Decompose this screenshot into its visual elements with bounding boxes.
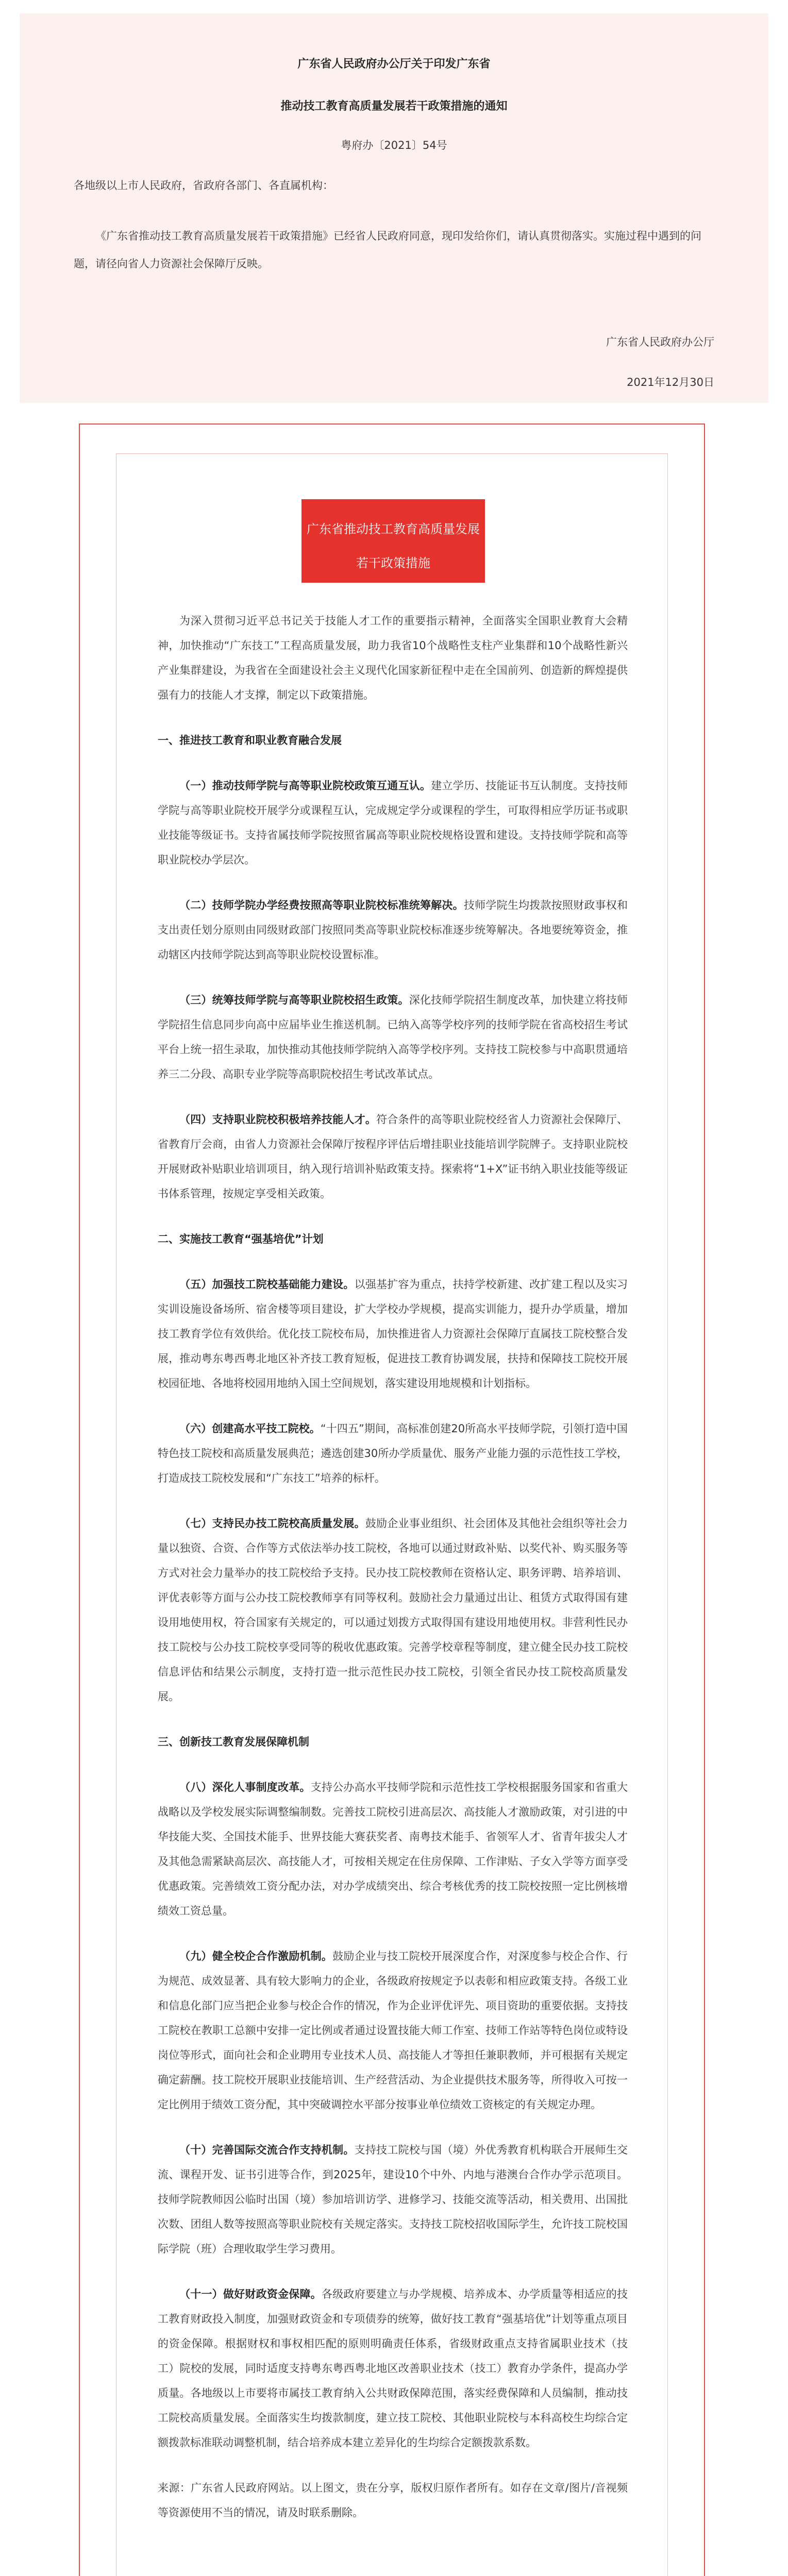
measure-item xyxy=(158,1272,628,1396)
measure-lead: （三）统筹技师学院与高等职业院校招生政策。 xyxy=(179,994,409,1006)
measures-title-line2: 若干政策措施 xyxy=(356,556,430,570)
notice-date: 2021年12月30日 xyxy=(627,376,714,388)
measure-item xyxy=(158,1416,628,1490)
notice-title-line2: 推动技工教育高质量发展若干政策措施的通知 xyxy=(280,100,508,113)
measure-lead: （十）完善国际交流合作支持机制。 xyxy=(179,2144,355,2156)
measure-text: 鼓励企业与技工院校开展深度合作，对深度参与校企合作、行为规范、成效显著、具有较大影响力的企业，各级政府按规定予以表彰和相应政策支持。各级工业和信息化部门应当把企业参与校企合作的情况，作为企业评优评先、项目资助的重要依据。支持技工院校在教职工总额中安排一定比例或者通过设置技能大师工作室、技师工作站等特色岗位或特设岗位等形式，面向社会和企业聘用专业技术人员、高技能人才等担任兼职教师，并可根据有关规定确定薪酬。技工院校开展职业技能培训、生产经营活动、为企业提供技术服务等，所得收入可按一定比例用于绩效工资分配，其中突破调控水平部分按事业单位绩效工资核定的有关规定办理。 xyxy=(158,1950,628,2111)
measure-lead: （八）深化人事制度改革。 xyxy=(179,1781,311,1793)
measure-text: 技师学院生均拨款按照财政事权和支出责任划分原则由同级财政部门按照同类高等职业院校标准逐步统筹解决。各地要统筹资金，推动辖区内技师学院达到高等职业院校设置标准。 xyxy=(158,899,628,961)
measure-lead: （一）推动技师学院与高等职业院校政策互通互认。 xyxy=(179,779,431,792)
measure-lead: （九）健全校企合作激励机制。 xyxy=(179,1950,333,1962)
section-heading: 三、创新技工教育发展保障机制 xyxy=(158,1736,309,1748)
notice-title-line1: 广东省人民政府办公厅关于印发广东省 xyxy=(297,58,491,71)
measure-text: 鼓励企业事业组织、社会团体及其他社会组织等社会力量以独资、合资、合作等方式依法举办技工院校，各地可以通过财政补贴、以奖代补、购买服务等方式对社会力量举办的技工院校给予支持。民办技工院校教师在资格认定、职务评聘、培养培训、评优表彰等方面与公办技工院校教师享有同等权利。鼓励社会力量通过出让、租赁方式取得国有建设用地使用权，符合国家有关规定的，可以通过划拨方式取得国有建设用地使用权。非营利性民办技工院校与公办技工院校享受同等的税收优惠政策。完善学校章程等制度，建立健全民办技工院校信息评估和结果公示制度，支持打造一批示范性民办技工院校，引领全省民办技工院校高质量发展。 xyxy=(158,1517,628,1703)
measures-frame xyxy=(79,423,705,2576)
notice-addressee: 各地级以上市人民政府，省政府各部门、各直属机构： xyxy=(74,179,333,192)
measure-item xyxy=(158,988,628,1087)
notice-body: 《广东省推动技工教育高质量发展若干政策措施》已经省人民政府同意，现印发给你们，请认真贯彻落实。实施过程中遇到的问题，请径向省人力资源社会保障厅反映。 xyxy=(74,230,701,270)
source-note: 来源：广东省人民政府网站。以上图文，贵在分享，版权归原作者所有。如存在文章/图片/音视频等资源使用不当的情况，请及时联系删除。 xyxy=(158,2482,628,2519)
measure-text: “十四五”期间，高标准创建20所高水平技师学院，引领打造中国特色技工院校和高质量发展典范；遴选创建30所办学质量优、服务产业能力强的示范性技工学校，打造成技工院校发展和“广东技工”培养的标杆。 xyxy=(158,1422,628,1484)
measure-item xyxy=(158,2138,628,2261)
measures-title-line1: 广东省推动技工教育高质量发展 xyxy=(307,522,480,536)
measure-lead: （十一）做好财政资金保障。 xyxy=(179,2288,322,2300)
measure-item xyxy=(158,2282,628,2455)
measures-inner-frame xyxy=(116,453,668,2576)
notice-issuer: 广东省人民政府办公厅 xyxy=(606,336,714,348)
measure-item xyxy=(158,1107,628,1206)
measure-item xyxy=(158,1944,628,2117)
measure-lead: （五）加强技工院校基础能力建设。 xyxy=(179,1278,355,1291)
intro-paragraph: 为深入贯彻习近平总书记关于技能人才工作的重要指示精神，全面落实全国职业教育大会精神，加快推动“广东技工”工程高质量发展，助力我省10个战略性支柱产业集群和10个战略性新兴产业集群建设，为我省在全面建设社会主义现代化国家新征程中走在全国前列、创造新的辉煌提供强有力的技能人才支撑，制定以下政策措施。 xyxy=(158,615,628,701)
measure-item xyxy=(158,1775,628,1923)
measure-lead: （四）支持职业院校积极培养技能人才。 xyxy=(179,1113,377,1126)
section-heading: 一、推进技工教育和职业教育融合发展 xyxy=(158,734,342,747)
notice-doc-number: 粤府办〔2021〕54号 xyxy=(341,139,447,151)
measure-item xyxy=(158,773,628,872)
section-heading: 二、实施技工教育“强基培优”计划 xyxy=(158,1233,324,1245)
measures-content xyxy=(158,608,628,2546)
measure-text: 支持技工院校与国（境）外优秀教育机构联合开展师生交流、课程开发、证书引进等合作，到2025年，建设10个中外、内地与港澳台合作办学示范项目。技师学院教师因公临时出国（境）参加培训访学、进修学习、技能交流等活动，相关费用、出国批次数、团组人数等按照高等职业院校有关规定落实。支持技工院校招收国际学生，允许技工院校国际学院（班）合理收取学生学习费用。 xyxy=(158,2144,628,2255)
measure-text: 各级政府要建立与办学规模、培养成本、办学质量等相适应的技工教育财政投入制度，加强财政资金和专项债券的统筹，做好技工教育“强基培优”计划等重点项目的资金保障。根据财权和事权相匹配的原则明确责任体系，省级财政重点支持省属职业技术（技工）院校的发展，同时适度支持粤东粤西粤北地区改善职业技术（技工）教育办学条件，提高办学质量。各地级以上市要将市属技工教育纳入公共财政保障范围，落实经费保障和人员编制，推动技工院校高质量发展。全面落实生均拨款制度，建立技工院校、其他职业院校与本科高校生均综合定额拨款标准联动调整机制，结合培养成本建立差异化的生均综合定额拨款系数。 xyxy=(158,2288,628,2449)
measure-lead: （七）支持民办技工院校高质量发展。 xyxy=(179,1517,365,1530)
measure-text: 符合条件的高等职业院校经省人力资源社会保障厅、省教育厅会商，由省人力资源社会保障厅按程序评估后增挂职业技能培训学院牌子。支持职业院校开展财政补贴职业培训项目，纳入现行培训补贴政策支持。探索将“1+X”证书纳入职业技能等级证书体系管理，按规定享受相关政策。 xyxy=(158,1113,628,1200)
measure-lead: （六）创建高水平技工院校。 xyxy=(179,1422,321,1435)
measure-text: 建立学历、技能证书互认制度。支持技师学院与高等职业院校开展学分或课程互认，完成规定学分或课程的学生，可取得相应学历证书或职业技能等级证书。支持省属技师学院按照省属高等职业院校规格设置和建设。支持技师学院和高等职业院校办学层次。 xyxy=(158,779,628,866)
measure-text: 深化技师学院招生制度改革，加快建立将技师学院招生信息同步向高中应届毕业生推送机制。已纳入高等学校序列的技师学院在省高校招生考试平台上统一招生录取，加快推动其他技师学院纳入高等学校序列。支持技工院校参与中高职贯通培养三二分段、高职专业学院等高职院校招生考试改革试点。 xyxy=(158,994,628,1080)
measure-lead: （二）技师学院办学经费按照高等职业院校标准统筹解决。 xyxy=(179,899,464,911)
measure-text: 以强基扩容为重点，扶持学校新建、改扩建工程以及实习实训设施设备场所、宿舍楼等项目建设，扩大学校办学规模，提高实训能力，提升办学质量，增加技工教育学位有效供给。优化技工院校布局，加快推进省人力资源社会保障厅直属技工院校整合发展，推动粤东粤西粤北地区补齐技工教育短板，促进技工教育协调发展，扶持和保障技工院校开展校园征地、各地将校园用地纳入国土空间规划，落实建设用地规模和计划指标。 xyxy=(158,1278,628,1389)
measures-title-box xyxy=(301,499,485,583)
measure-text: 支持公办高水平技师学院和示范性技工学校根据服务国家和省重大战略以及学校发展实际调整编制数。完善技工院校引进高层次、高技能人才激励政策，对引进的中华技能大奖、全国技术能手、世界技能大赛获奖者、南粤技术能手、省领军人才、省青年拔尖人才及其他急需紧缺高层次、高技能人才，可按相关规定在住房保障、工作津贴、子女入学等方面享受优惠政策。完善绩效工资分配办法，对办学成绩突出、综合考核优秀的技工院校按照一定比例核增绩效工资总量。 xyxy=(158,1781,628,1917)
notice-card xyxy=(20,13,768,403)
measure-item xyxy=(158,893,628,967)
measure-item xyxy=(158,1511,628,1709)
